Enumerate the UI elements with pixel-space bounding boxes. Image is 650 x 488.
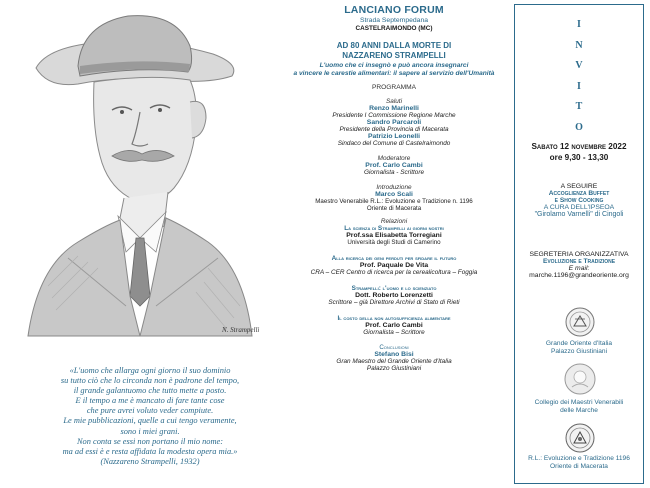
talk-topic: Alla ricerca dei geni perduti per sfidare il futuro	[331, 255, 457, 262]
portrait-illustration	[8, 6, 270, 338]
invito-letter: O	[575, 121, 583, 133]
quote-line: il grande galantuomo che tutto mette a posto.	[73, 386, 227, 396]
org-evoluzione-tradizione	[515, 455, 643, 472]
org-line: Grande Oriente d'Italia	[545, 340, 613, 347]
program-column	[280, 4, 508, 372]
email-label: E mail:	[568, 265, 590, 272]
org-collegio	[515, 399, 643, 416]
invito-letter: I	[577, 19, 581, 30]
quote-line: E il tempo a me è mancato di fare tante cose	[75, 396, 225, 406]
talk-topic: La scienza di Strampelli ai giorni nostri	[344, 225, 444, 232]
quote-line: «L'uomo che allarga ogni giorno il suo dominio	[69, 366, 231, 375]
talk-topic: Il costo della non autosufficienza alimentare	[337, 315, 451, 322]
segreteria-label: SEGRETERIA ORGANIZZATIVA	[529, 251, 629, 258]
portrait-drawing	[8, 6, 270, 338]
buffet-info	[515, 183, 643, 218]
speaker-name: Prof. Carlo Cambi	[365, 322, 423, 329]
buffet-label: Accoglienza Buffet	[548, 190, 610, 197]
introduzione-label: Introduzione	[376, 184, 412, 191]
show-cooking-label: e Show Cooking	[554, 197, 604, 204]
org-line: R.L.: Evoluzione e Tradizione 1196	[528, 455, 630, 462]
speaker-name: Renzo Marinelli	[369, 105, 419, 112]
venue-town: CASTELRAIMONDO (MC)	[355, 25, 433, 32]
speaker-name: Marco Scali	[375, 191, 413, 198]
speaker-role: Giornalista – Scrittore	[363, 329, 425, 336]
org-line: Collegio dei Maestri Venerabili	[534, 399, 624, 406]
grande-oriente-seal-icon	[565, 307, 595, 337]
speaker-role: Presidente della Provincia di Macerata	[339, 126, 449, 133]
speaker-name: Prof. Carlo Cambi	[365, 162, 423, 169]
quote-line: Le mie pubblicazioni, quelle a cui tengo veramente,	[63, 416, 237, 426]
evoluzione-label: Evoluzione e Tradizione	[542, 258, 616, 265]
speaker-role: Presidente I Commissione Regione Marche	[332, 112, 456, 119]
speaker-role: Università degli Studi di Camerino	[347, 239, 441, 246]
portrait-signature: N. Strampelli	[222, 326, 260, 334]
invitation-panel	[514, 4, 644, 484]
invito-vertical-title	[515, 15, 643, 138]
speaker-name: Dott. Roberto Lorenzetti	[355, 292, 433, 299]
event-title-line2: NAZZARENO STRAMPELLI	[342, 50, 446, 60]
speaker-name: Prof.ssa Elisabetta Torregiani	[346, 232, 442, 239]
quote-line: Non conta se essi non portano il mio nome:	[76, 436, 224, 446]
speaker-name: Sandro Parcaroli	[366, 119, 422, 126]
relazioni-label: Relazioni	[380, 218, 408, 225]
quote-line: ma ad essi è e resta affidata la modesta opera mia.»	[62, 446, 238, 456]
cura-label: A CURA DELL'IPSEOA	[543, 204, 615, 211]
org-line: delle Marche	[560, 407, 598, 415]
conclusioni-label: Conclusioni	[379, 344, 409, 351]
strampelli-quote	[30, 366, 270, 467]
programma-heading: PROGRAMMA	[372, 84, 416, 91]
event-date-line: Sabato 12 novembre 2022	[531, 142, 627, 151]
speaker-role: Gran Maestro del Grande Oriente d'Italia	[336, 358, 452, 365]
quote-line: che pure avrei voluto veder compiute.	[86, 406, 214, 416]
quote-line: sono i miei grani.	[120, 426, 180, 436]
org-line: Oriente di Macerata	[550, 463, 608, 471]
event-subtitle-line1: L'uomo che ci insegnò e può ancora insegnarci	[319, 62, 469, 69]
speaker-name: Stefano Bisi	[374, 351, 414, 358]
saluti-label: Saluti	[386, 98, 402, 105]
email-address[interactable]: marche.1196@grandeoriente.org	[529, 272, 629, 279]
secretariat-info	[515, 251, 643, 279]
venue-street: Strada Septempedana	[359, 17, 429, 24]
org-line: Palazzo Giustiniani	[550, 348, 608, 356]
speaker-role: Palazzo Giustiniani	[366, 365, 422, 372]
moderatore-label: Moderatore	[377, 155, 411, 162]
invito-letter: N	[575, 39, 583, 51]
loggia-seal-icon	[565, 423, 595, 453]
event-date	[515, 142, 643, 162]
speaker-role: Giornalista - Scrittore	[363, 169, 425, 176]
speaker-name: Prof. Paquale De Vita	[359, 262, 429, 269]
invito-letter: I	[577, 80, 581, 92]
talk-topic: Strampelli: l'uomo e lo scienziato	[351, 285, 437, 292]
quote-line: su tutto ciò che lo circonda non è padrone del tempo,	[60, 376, 240, 386]
forum-title: LANCIANO FORUM	[344, 4, 444, 16]
speaker-role: Maestro Venerabile R.L.: Evoluzione e Tradizione n. 1196	[315, 198, 473, 205]
event-subtitle-line2: a vincere le carestie alimentari: il sapere al servizio dell'Umanità	[293, 70, 495, 77]
speaker-role: CRA – CER Centro di ricerca per la cerealicoltura – Foggia	[310, 269, 478, 276]
school-name: "Girolamo Varnelli" di Cingoli	[534, 211, 624, 218]
event-title-line1: AD 80 ANNI DALLA MORTE DI	[336, 41, 452, 50]
invito-letter: T	[575, 101, 583, 112]
speaker-role: Sindaco del Comune di Castelraimondo	[337, 140, 451, 147]
speaker-name: Patrizio Leonelli	[367, 133, 421, 140]
collegio-seal-icon	[564, 363, 596, 395]
org-grande-oriente	[515, 340, 643, 357]
a-seguire-label: A SEGUIRE	[560, 183, 598, 190]
quote-attribution: (Nazzareno Strampelli, 1932)	[100, 456, 200, 466]
speaker-role: Scrittore – già Direttore Archivi di Stato di Rieti	[328, 299, 460, 306]
invito-letter: V	[575, 60, 583, 71]
speaker-role: Oriente di Macerata	[366, 205, 422, 212]
event-time-line: ore 9,30 - 13,30	[549, 153, 609, 162]
